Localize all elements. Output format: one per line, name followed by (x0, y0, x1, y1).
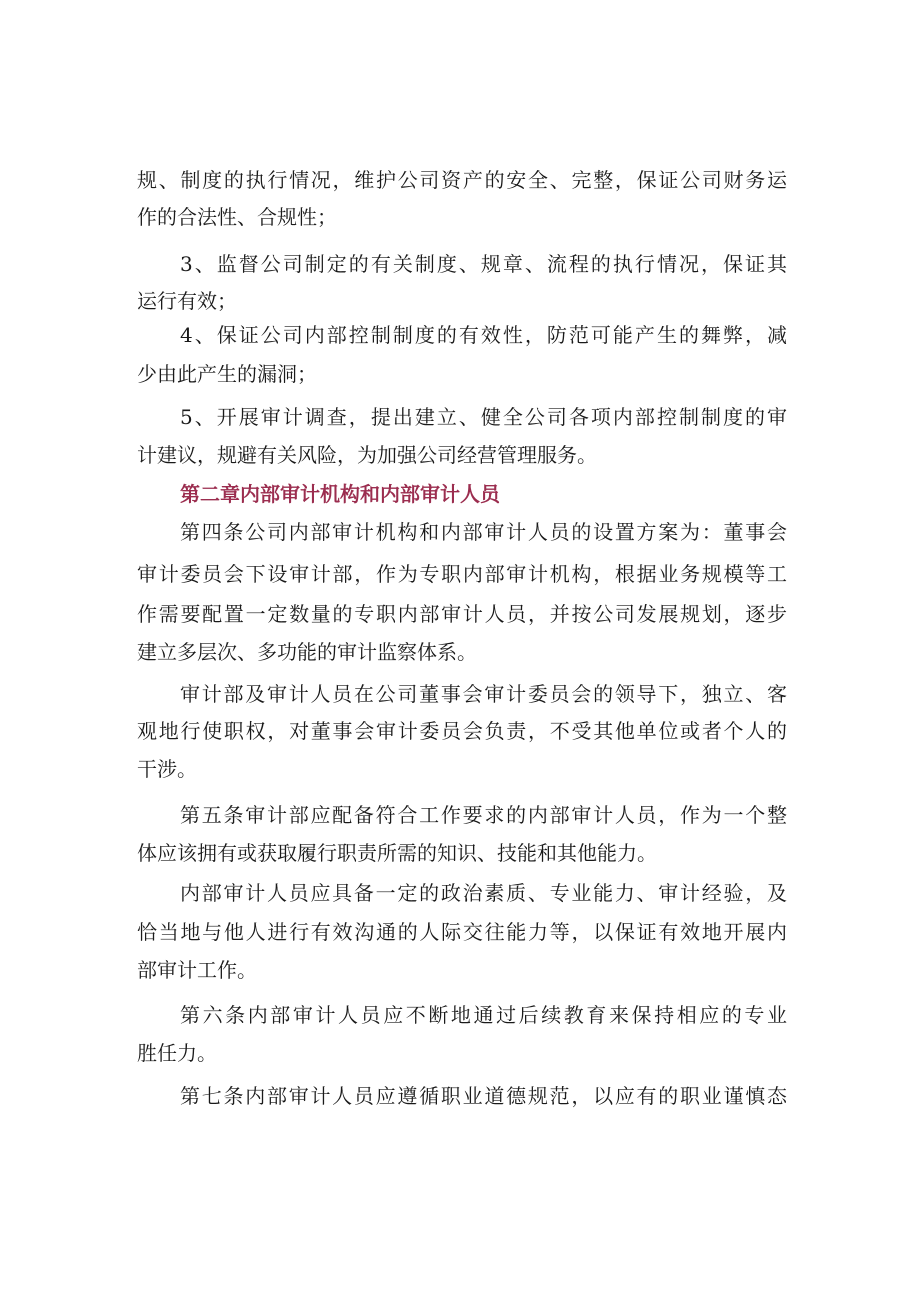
body-text-line: 作的合法性、合规性； (137, 205, 337, 229)
list-item-3: 3、监督公司制定的有关制度、规章、流程的执行情况，保证其 (180, 252, 787, 276)
article-6-line: 第六条内部审计人员应不断地通过后续教育来保持相应的专业 (180, 1003, 787, 1027)
body-text-line: 审计委员会下设审计部，作为专职内部审计机构，根据业务规模等工 (137, 562, 787, 586)
list-item-4: 4、保证公司内部控制制度的有效性，防范可能产生的舞弊，减 (180, 323, 787, 347)
body-text-line: 计建议，规避有关风险，为加强公司经营管理服务。 (137, 443, 597, 467)
body-text-line: 规、制度的执行情况，维护公司资产的安全、完整，保证公司财务运 (137, 168, 787, 192)
body-text-line: 部审计工作。 (137, 958, 257, 982)
body-text-line: 运行有效； (137, 289, 237, 313)
body-text-line: 体应该拥有或获取履行职责所需的知识、技能和其他能力。 (137, 841, 657, 865)
list-item-5: 5、开展审计调查，提出建立、健全公司各项内部控制制度的审 (180, 405, 787, 429)
body-text-line: 干涉。 (137, 757, 197, 781)
article-5-line: 第五条审计部应配备符合工作要求的内部审计人员，作为一个整 (180, 803, 787, 827)
article-7-line: 第七条内部审计人员应遵循职业道德规范，以应有的职业谨慎态 (180, 1084, 787, 1108)
paragraph-line: 内部审计人员应具备一定的政治素质、专业能力、审计经验，及 (180, 881, 787, 905)
body-text-line: 观地行使职权，对董事会审计委员会负责，不受其他单位或者个人的 (137, 719, 787, 743)
body-text-line: 少由此产生的漏洞； (137, 362, 317, 386)
chapter-heading: 第二章内部审计机构和内部审计人员 (180, 482, 500, 506)
body-text-line: 恰当地与他人进行有效沟通的人际交往能力等，以保证有效地开展内 (137, 920, 787, 944)
body-text-line: 作需要配置一定数量的专职内部审计人员，并按公司发展规划，逐步 (137, 602, 787, 626)
paragraph-line: 审计部及审计人员在公司董事会审计委员会的领导下，独立、客 (180, 682, 787, 706)
body-text-line: 建立多层次、多功能的审计监察体系。 (137, 640, 477, 664)
body-text-line: 胜任力。 (137, 1041, 217, 1065)
article-4-line: 第四条公司内部审计机构和内部审计人员的设置方案为：董事会 (180, 520, 787, 544)
